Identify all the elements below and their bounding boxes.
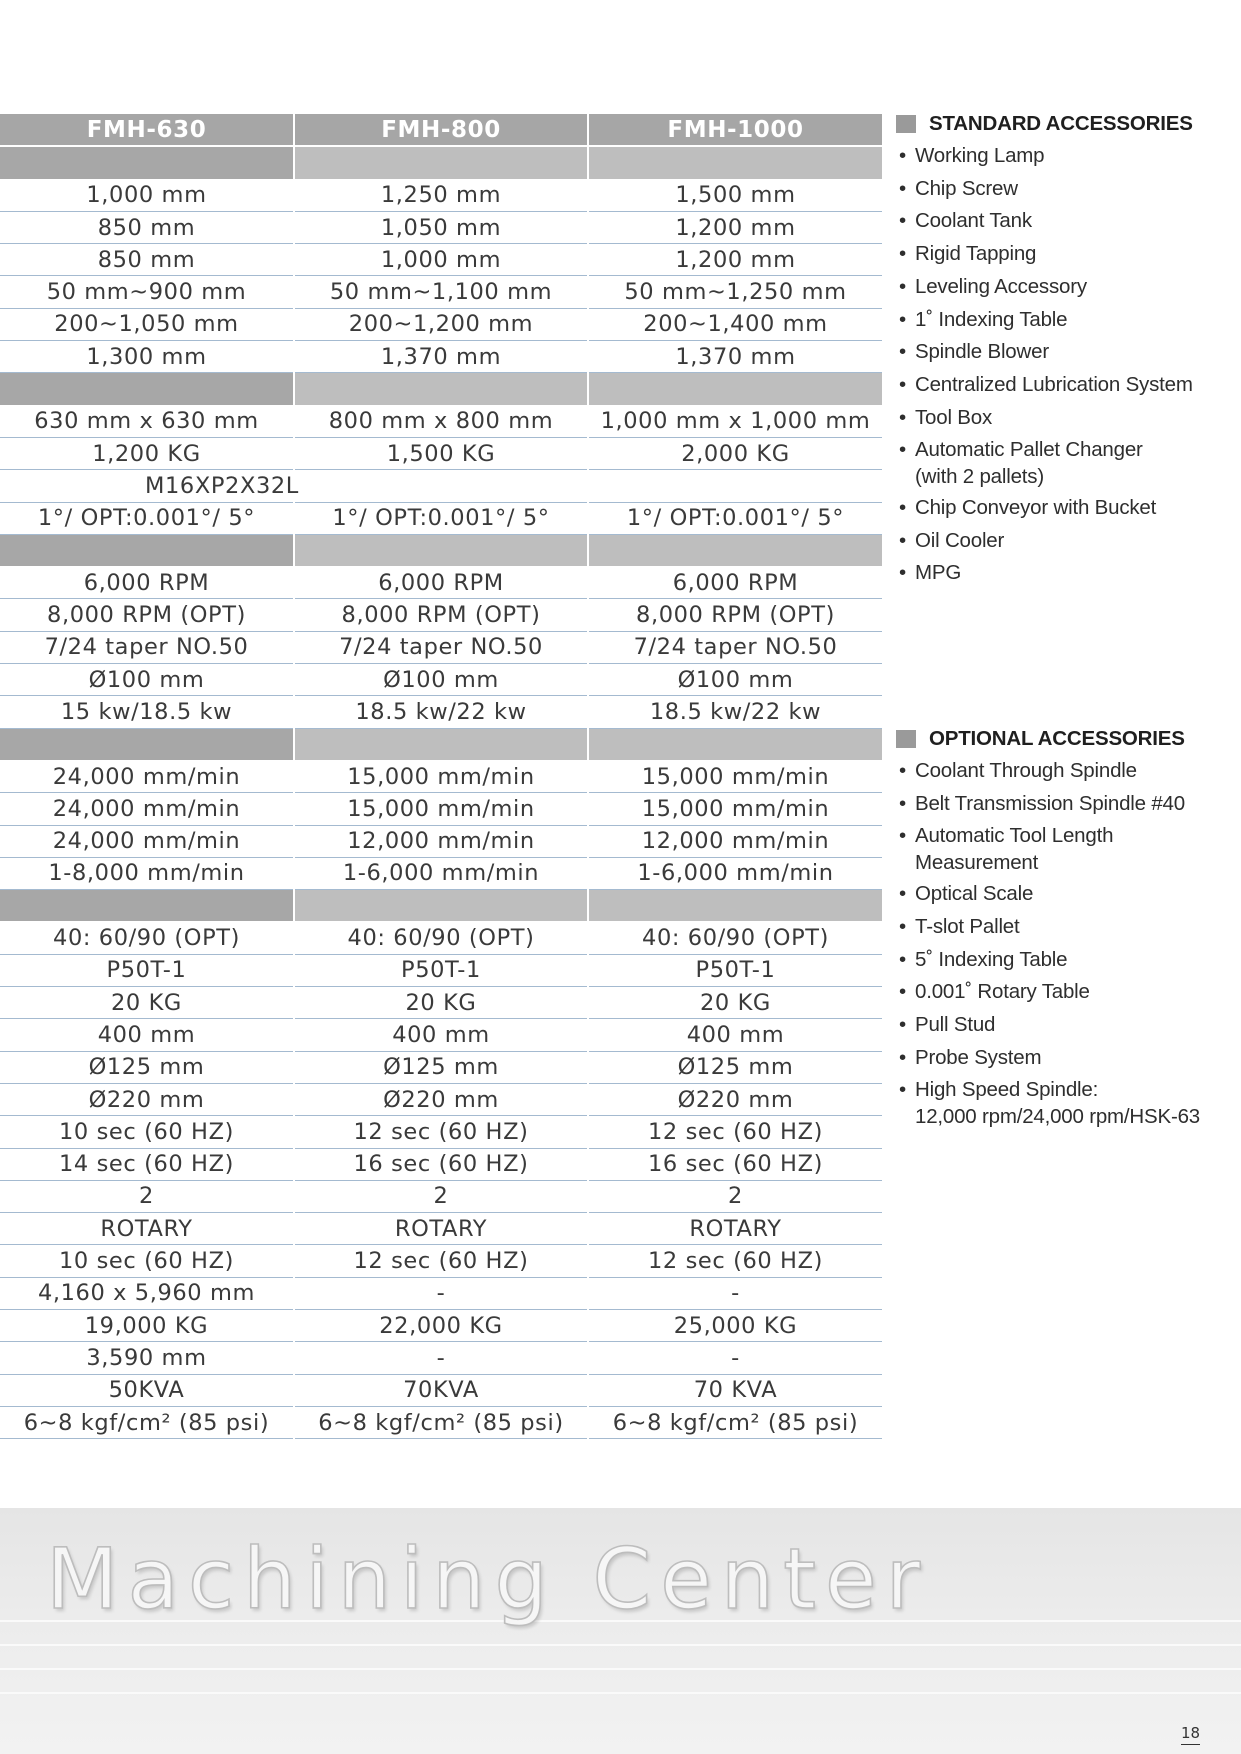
optional-accessories xyxy=(896,727,1236,1132)
table-cell: 800 mm x 800 mm xyxy=(294,405,588,437)
table-cell: 1,250 mm xyxy=(294,179,588,211)
table-cell: Ø220 mm xyxy=(0,1083,294,1115)
table-row xyxy=(0,1245,882,1277)
table-cell: 12 sec (60 HZ) xyxy=(294,1116,588,1148)
list-item-text: Optical Scale xyxy=(915,882,1034,906)
list-item xyxy=(896,820,1236,876)
table-cell: 12 sec (60 HZ) xyxy=(588,1245,882,1277)
list-item xyxy=(896,525,1236,558)
table-cell: 12 sec (60 HZ) xyxy=(588,1116,882,1148)
list-item xyxy=(896,402,1236,435)
banner-stripe xyxy=(0,1692,1241,1694)
standard-accessories xyxy=(896,112,1236,590)
standard-accessories-heading xyxy=(896,112,1236,136)
table-cell: 6~8 kgf/cm² (85 psi) xyxy=(588,1406,882,1438)
table-row xyxy=(0,502,882,534)
table-cell: 7/24 taper NO.50 xyxy=(588,631,882,663)
list-item xyxy=(896,755,1236,788)
table-row xyxy=(0,1213,882,1245)
table-row xyxy=(0,567,882,599)
table-row xyxy=(0,987,882,1019)
table-cell: P50T-1 xyxy=(0,954,294,986)
list-item-text: Spindle Blower xyxy=(915,340,1049,364)
table-cell: 24,000 mm/min xyxy=(0,760,294,792)
table-cell: 24,000 mm/min xyxy=(0,793,294,825)
table-cell: Ø100 mm xyxy=(588,664,882,696)
table-cell: Ø125 mm xyxy=(0,1051,294,1083)
table-row xyxy=(0,244,882,276)
table-cell: M16XP2X32L xyxy=(0,470,882,502)
table-cell: 22,000 KG xyxy=(294,1309,588,1341)
table-cell: 1,000 mm xyxy=(294,244,588,276)
table-cell: 630 mm x 630 mm xyxy=(0,405,294,437)
spec-table-body xyxy=(0,114,882,1439)
table-cell: 20 KG xyxy=(588,987,882,1019)
table-cell: 1,500 KG xyxy=(294,437,588,469)
table-cell: 1,200 KG xyxy=(0,437,294,469)
table-cell: 25,000 KG xyxy=(588,1309,882,1341)
section-header-row xyxy=(0,373,882,405)
column-header-fmh-630: FMH-630 xyxy=(0,114,294,146)
list-item-text: 0.001˚ Rotary Table xyxy=(915,980,1090,1004)
table-cell: 14 sec (60 HZ) xyxy=(0,1148,294,1180)
table-cell: Ø125 mm xyxy=(588,1051,882,1083)
table-row xyxy=(0,1180,882,1212)
section-header-row xyxy=(0,534,882,566)
table-cell: Ø100 mm xyxy=(0,664,294,696)
table-cell: 2,000 KG xyxy=(588,437,882,469)
table-cell: - xyxy=(588,1277,882,1309)
table-cell: 50 mm~900 mm xyxy=(0,276,294,308)
table-cell: 400 mm xyxy=(588,1019,882,1051)
table-cell: - xyxy=(588,1342,882,1374)
table-cell: 400 mm xyxy=(294,1019,588,1051)
list-item xyxy=(896,976,1236,1009)
table-cell: 6~8 kgf/cm² (85 psi) xyxy=(0,1406,294,1438)
list-item-text: Automatic Pallet Changer xyxy=(915,438,1143,462)
table-cell: 18.5 kw/22 kw xyxy=(294,696,588,728)
table-cell: 18.5 kw/22 kw xyxy=(588,696,882,728)
section-cell xyxy=(0,890,294,922)
list-item xyxy=(896,1042,1236,1075)
table-row xyxy=(0,696,882,728)
table-row xyxy=(0,1342,882,1374)
table-row xyxy=(0,1148,882,1180)
table-row xyxy=(0,825,882,857)
table-cell: 1,050 mm xyxy=(294,211,588,243)
spec-table xyxy=(0,114,882,1439)
table-cell: 8,000 RPM (OPT) xyxy=(0,599,294,631)
table-row xyxy=(0,308,882,340)
table-row xyxy=(0,1406,882,1438)
table-cell: 1-8,000 mm/min xyxy=(0,857,294,889)
list-item xyxy=(896,140,1236,173)
table-cell: 12,000 mm/min xyxy=(294,825,588,857)
table-row xyxy=(0,857,882,889)
table-cell: 1,200 mm xyxy=(588,244,882,276)
table-cell: 7/24 taper NO.50 xyxy=(294,631,588,663)
section-cell xyxy=(0,728,294,760)
table-row xyxy=(0,760,882,792)
list-item xyxy=(896,1009,1236,1042)
table-cell: 8,000 RPM (OPT) xyxy=(588,599,882,631)
list-item xyxy=(896,173,1236,206)
table-row xyxy=(0,1051,882,1083)
list-item xyxy=(896,944,1236,977)
table-cell: 70 KVA xyxy=(588,1374,882,1406)
list-item xyxy=(896,878,1236,911)
page-number: 18 xyxy=(1181,1724,1200,1745)
table-row xyxy=(0,1083,882,1115)
standard-accessories-title: STANDARD ACCESSORIES xyxy=(929,112,1193,135)
table-cell: 1,370 mm xyxy=(294,341,588,373)
list-item xyxy=(896,1074,1236,1130)
table-cell: 15 kw/18.5 kw xyxy=(0,696,294,728)
section-cell xyxy=(0,373,294,405)
table-cell: 1°/ OPT:0.001°/ 5° xyxy=(294,502,588,534)
section-cell xyxy=(0,534,294,566)
table-cell: 40: 60/90 (OPT) xyxy=(588,922,882,954)
list-item-text: T-slot Pallet xyxy=(915,914,1020,938)
list-item xyxy=(896,434,1236,490)
list-item-text: Working Lamp xyxy=(915,144,1045,167)
table-cell: 50 mm~1,250 mm xyxy=(588,276,882,308)
table-row xyxy=(0,211,882,243)
table-row xyxy=(0,405,882,437)
table-cell: 7/24 taper NO.50 xyxy=(0,631,294,663)
section-header-row xyxy=(0,890,882,922)
table-cell: Ø100 mm xyxy=(294,664,588,696)
list-item-text: Chip Screw xyxy=(915,176,1018,200)
table-cell: 1-6,000 mm/min xyxy=(588,857,882,889)
table-cell: 15,000 mm/min xyxy=(294,760,588,792)
list-item-text: 5˚ Indexing Table xyxy=(915,947,1068,971)
table-cell: 12 sec (60 HZ) xyxy=(294,1245,588,1277)
list-item-text: Rigid Tapping xyxy=(915,242,1037,266)
section-cell xyxy=(588,373,882,405)
table-cell: - xyxy=(294,1277,588,1309)
banner-title: Machining Center xyxy=(46,1530,930,1628)
section-header-row xyxy=(0,146,882,179)
table-row xyxy=(0,599,882,631)
list-item-note: Measurement xyxy=(915,851,1039,875)
section-cell xyxy=(294,728,588,760)
table-cell: 6,000 RPM xyxy=(588,567,882,599)
section-cell xyxy=(294,146,588,179)
table-cell: 20 KG xyxy=(294,987,588,1019)
table-row xyxy=(0,1309,882,1341)
section-cell xyxy=(294,373,588,405)
list-item xyxy=(896,336,1236,369)
footer-banner xyxy=(0,1508,1241,1754)
table-cell: 1,500 mm xyxy=(588,179,882,211)
section-cell xyxy=(0,146,294,179)
table-row xyxy=(0,341,882,373)
table-cell: - xyxy=(294,1342,588,1374)
section-header-row xyxy=(0,728,882,760)
table-cell: 15,000 mm/min xyxy=(294,793,588,825)
table-cell: 2 xyxy=(294,1180,588,1212)
section-cell xyxy=(588,146,882,179)
section-cell xyxy=(588,534,882,566)
optional-accessories-title: OPTIONAL ACCESSORIES xyxy=(929,727,1185,750)
list-item xyxy=(896,788,1236,821)
table-row xyxy=(0,954,882,986)
table-row xyxy=(0,1019,882,1051)
table-row xyxy=(0,922,882,954)
list-item-text: Leveling Accessory xyxy=(915,274,1087,298)
table-cell: ROTARY xyxy=(294,1213,588,1245)
table-cell: Ø220 mm xyxy=(294,1083,588,1115)
table-cell: 6,000 RPM xyxy=(0,567,294,599)
table-row xyxy=(0,470,882,502)
table-cell: 16 sec (60 HZ) xyxy=(588,1148,882,1180)
table-cell: 10 sec (60 HZ) xyxy=(0,1116,294,1148)
list-item xyxy=(896,304,1236,337)
optional-accessories-heading xyxy=(896,727,1236,751)
list-item xyxy=(896,492,1236,525)
section-cell xyxy=(588,890,882,922)
table-cell: 1-6,000 mm/min xyxy=(294,857,588,889)
list-item-text: Coolant Through Spindle xyxy=(915,759,1137,782)
list-item xyxy=(896,205,1236,238)
table-row xyxy=(0,1374,882,1406)
table-cell: 50 mm~1,100 mm xyxy=(294,276,588,308)
section-cell xyxy=(588,728,882,760)
list-item-text: MPG xyxy=(915,561,962,585)
table-cell: 1,300 mm xyxy=(0,341,294,373)
table-cell: 15,000 mm/min xyxy=(588,793,882,825)
table-row xyxy=(0,793,882,825)
table-cell: 2 xyxy=(588,1180,882,1212)
square-bullet-icon xyxy=(896,730,916,748)
list-item-text: Coolant Tank xyxy=(915,209,1032,233)
table-cell: 400 mm xyxy=(0,1019,294,1051)
banner-stripe xyxy=(0,1668,1241,1670)
table-cell: ROTARY xyxy=(588,1213,882,1245)
table-cell: 20 KG xyxy=(0,987,294,1019)
table-cell: 8,000 RPM (OPT) xyxy=(294,599,588,631)
table-cell: 70KVA xyxy=(294,1374,588,1406)
list-item-text: 1˚ Indexing Table xyxy=(915,307,1068,331)
table-cell: 40: 60/90 (OPT) xyxy=(0,922,294,954)
table-cell: 6~8 kgf/cm² (85 psi) xyxy=(294,1406,588,1438)
table-cell: 1,000 mm x 1,000 mm xyxy=(588,405,882,437)
table-cell: 1,000 mm xyxy=(0,179,294,211)
table-cell: 12,000 mm/min xyxy=(588,825,882,857)
standard-accessories-list xyxy=(896,140,1236,590)
list-item-text: Centralized Lubrication System xyxy=(915,372,1193,396)
table-cell: 1,370 mm xyxy=(588,341,882,373)
table-cell: ROTARY xyxy=(0,1213,294,1245)
list-item-text: Chip Conveyor with Bucket xyxy=(915,496,1157,520)
table-cell: 200~1,400 mm xyxy=(588,308,882,340)
table-cell: 15,000 mm/min xyxy=(588,760,882,792)
table-cell: 6,000 RPM xyxy=(294,567,588,599)
table-cell: 1°/ OPT:0.001°/ 5° xyxy=(0,502,294,534)
optional-accessories-list xyxy=(896,755,1236,1130)
table-row xyxy=(0,664,882,696)
table-cell: 24,000 mm/min xyxy=(0,825,294,857)
column-header-fmh-800: FMH-800 xyxy=(294,114,588,146)
list-item-text: High Speed Spindle: xyxy=(915,1078,1099,1102)
list-item-text: Probe System xyxy=(915,1045,1042,1069)
table-cell: 850 mm xyxy=(0,211,294,243)
column-header-fmh-1000: FMH-1000 xyxy=(588,114,882,146)
table-cell: 1°/ OPT:0.001°/ 5° xyxy=(588,502,882,534)
table-row xyxy=(0,179,882,211)
list-item xyxy=(896,271,1236,304)
table-cell: 16 sec (60 HZ) xyxy=(294,1148,588,1180)
table-row xyxy=(0,437,882,469)
table-cell: 2 xyxy=(0,1180,294,1212)
list-item-text: Tool Box xyxy=(915,405,993,429)
table-cell: 200~1,050 mm xyxy=(0,308,294,340)
list-item-text: Automatic Tool Length xyxy=(915,824,1114,848)
table-row xyxy=(0,1116,882,1148)
table-row xyxy=(0,1277,882,1309)
table-cell: P50T-1 xyxy=(588,954,882,986)
section-cell xyxy=(294,534,588,566)
table-cell: 3,590 mm xyxy=(0,1342,294,1374)
list-item xyxy=(896,369,1236,402)
list-item-note: (with 2 pallets) xyxy=(915,465,1044,489)
section-cell xyxy=(294,890,588,922)
table-cell: Ø125 mm xyxy=(294,1051,588,1083)
table-cell: 1,200 mm xyxy=(588,211,882,243)
table-cell: 850 mm xyxy=(0,244,294,276)
list-item-text: Belt Transmission Spindle #40 xyxy=(915,791,1185,815)
table-cell: Ø220 mm xyxy=(588,1083,882,1115)
banner-stripe xyxy=(0,1644,1241,1646)
table-cell: 19,000 KG xyxy=(0,1309,294,1341)
list-item-note: 12,000 rpm/24,000 rpm/HSK-63 xyxy=(915,1105,1200,1129)
table-header-row xyxy=(0,114,882,146)
list-item xyxy=(896,238,1236,271)
table-cell: 10 sec (60 HZ) xyxy=(0,1245,294,1277)
table-cell: P50T-1 xyxy=(294,954,588,986)
square-bullet-icon xyxy=(896,115,916,133)
table-row xyxy=(0,631,882,663)
table-cell: 50KVA xyxy=(0,1374,294,1406)
table-cell: 200~1,200 mm xyxy=(294,308,588,340)
list-item-text: Pull Stud xyxy=(915,1012,996,1036)
table-cell: 4,160 x 5,960 mm xyxy=(0,1277,294,1309)
table-row xyxy=(0,276,882,308)
list-item xyxy=(896,557,1236,590)
list-item xyxy=(896,911,1236,944)
list-item-text: Oil Cooler xyxy=(915,528,1005,552)
table-cell: 40: 60/90 (OPT) xyxy=(294,922,588,954)
